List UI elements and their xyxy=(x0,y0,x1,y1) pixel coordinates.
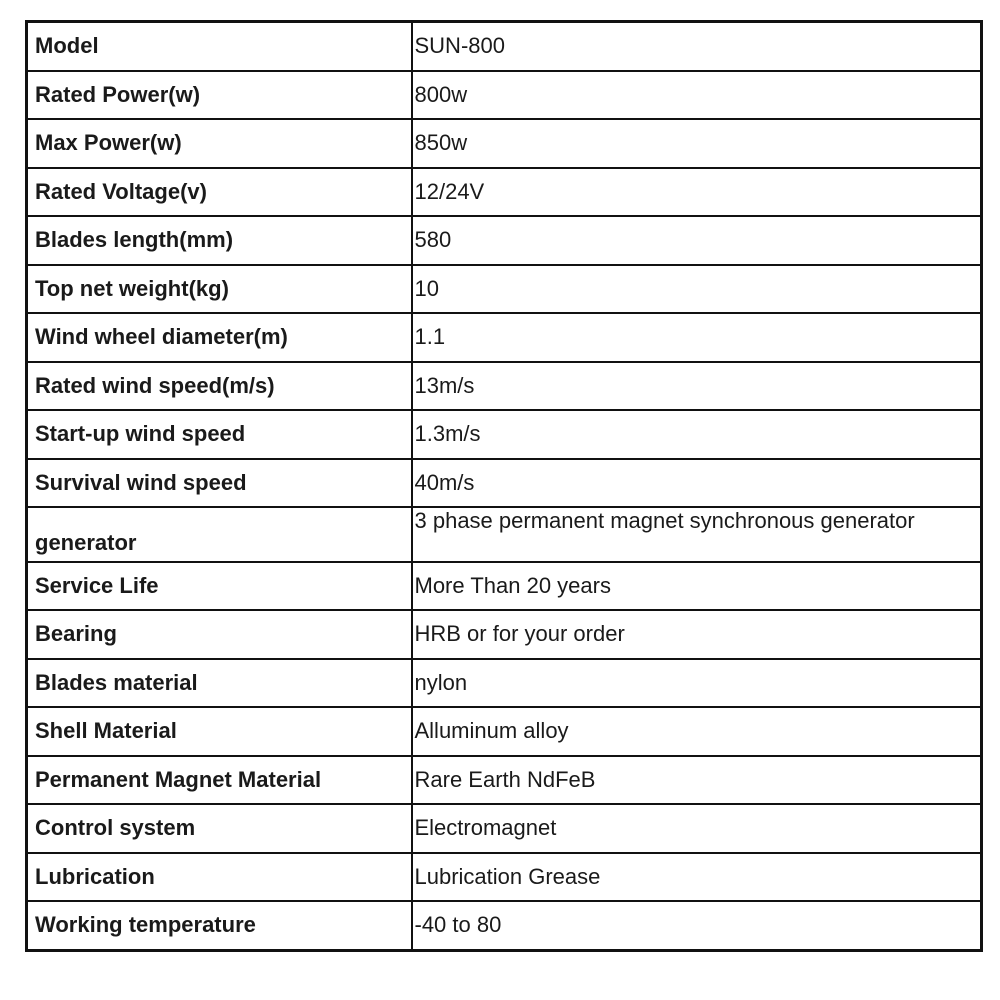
spec-row-blades-material xyxy=(27,659,982,708)
spec-label: Shell Material xyxy=(27,707,412,756)
spec-value: 800w xyxy=(412,71,982,120)
spec-value: 850w xyxy=(412,119,982,168)
spec-label: generator xyxy=(27,507,412,562)
spec-row-rated-power xyxy=(27,71,982,120)
spec-label: Model xyxy=(27,22,412,71)
spec-label: Top net weight(kg) xyxy=(27,265,412,314)
spec-label: Survival wind speed xyxy=(27,459,412,508)
spec-label: Blades material xyxy=(27,659,412,708)
spec-value: 3 phase permanent magnet synchronous generator xyxy=(412,507,982,562)
spec-row-wind-wheel-diameter xyxy=(27,313,982,362)
spec-value: More Than 20 years xyxy=(412,562,982,611)
spec-label: Max Power(w) xyxy=(27,119,412,168)
spec-value: nylon xyxy=(412,659,982,708)
spec-row-service-life xyxy=(27,562,982,611)
spec-value: 580 xyxy=(412,216,982,265)
spec-row-permanent-magnet-material xyxy=(27,756,982,805)
spec-label: Bearing xyxy=(27,610,412,659)
spec-value: 1.1 xyxy=(412,313,982,362)
spec-value: 40m/s xyxy=(412,459,982,508)
spec-row-start-up-wind-speed xyxy=(27,410,982,459)
spec-table xyxy=(25,20,983,952)
spec-label: Rated Power(w) xyxy=(27,71,412,120)
spec-table-body xyxy=(27,22,982,951)
spec-value: -40 to 80 xyxy=(412,901,982,950)
spec-row-rated-wind-speed xyxy=(27,362,982,411)
spec-row-model xyxy=(27,22,982,71)
spec-row-survival-wind-speed xyxy=(27,459,982,508)
spec-row-shell-material xyxy=(27,707,982,756)
spec-label: Control system xyxy=(27,804,412,853)
spec-label: Permanent Magnet Material xyxy=(27,756,412,805)
spec-row-lubrication xyxy=(27,853,982,902)
spec-value: 10 xyxy=(412,265,982,314)
spec-row-bearing xyxy=(27,610,982,659)
spec-label: Rated wind speed(m/s) xyxy=(27,362,412,411)
spec-label: Lubrication xyxy=(27,853,412,902)
spec-value: Lubrication Grease xyxy=(412,853,982,902)
spec-value: Rare Earth NdFeB xyxy=(412,756,982,805)
spec-value: HRB or for your order xyxy=(412,610,982,659)
spec-row-max-power xyxy=(27,119,982,168)
spec-row-rated-voltage xyxy=(27,168,982,217)
spec-value: 13m/s xyxy=(412,362,982,411)
spec-row-blades-length xyxy=(27,216,982,265)
spec-value: SUN-800 xyxy=(412,22,982,71)
spec-label: Start-up wind speed xyxy=(27,410,412,459)
spec-row-working-temperature xyxy=(27,901,982,950)
spec-label: Blades length(mm) xyxy=(27,216,412,265)
spec-value: 1.3m/s xyxy=(412,410,982,459)
spec-label: Working temperature xyxy=(27,901,412,950)
spec-value: 12/24V xyxy=(412,168,982,217)
spec-row-control-system xyxy=(27,804,982,853)
spec-row-top-net-weight xyxy=(27,265,982,314)
spec-value: Electromagnet xyxy=(412,804,982,853)
spec-row-generator xyxy=(27,507,982,562)
spec-label: Service Life xyxy=(27,562,412,611)
spec-label: Wind wheel diameter(m) xyxy=(27,313,412,362)
spec-value: Alluminum alloy xyxy=(412,707,982,756)
spec-label: Rated Voltage(v) xyxy=(27,168,412,217)
